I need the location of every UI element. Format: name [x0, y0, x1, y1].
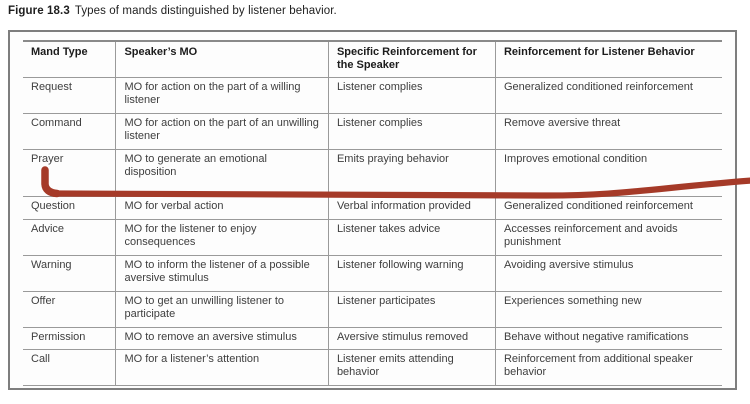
cell-listener-reinforcement: Behave without negative ramifications: [495, 328, 722, 350]
cell-listener-reinforcement: Experiences something new: [495, 292, 722, 328]
table-row: [23, 256, 722, 292]
col-header-mand-type: Mand Type: [23, 41, 116, 78]
cell-listener-reinforcement: Improves emotional condition: [495, 150, 722, 197]
table-row: [23, 114, 722, 150]
cell-listener-reinforcement: Generalized conditioned reinforcement: [495, 197, 722, 220]
cell-speakers-mo: MO for verbal action: [116, 197, 328, 220]
cell-specific-reinforcement: Aversive stimulus removed: [328, 328, 495, 350]
cell-mand-type: Command: [23, 114, 116, 150]
table-row: [23, 197, 722, 220]
cell-mand-type: Request: [23, 78, 116, 114]
col-header-listener-reinforcement: Reinforcement for Listener Behavior: [495, 41, 722, 78]
cell-listener-reinforcement: Avoiding aversive stimulus: [495, 256, 722, 292]
table-row: [23, 292, 722, 328]
cell-specific-reinforcement: Emits praying behavior: [328, 150, 495, 197]
table-frame: [8, 30, 737, 390]
cell-speakers-mo: MO for the listener to enjoy consequences: [116, 220, 328, 256]
cell-listener-reinforcement: Generalized conditioned reinforcement: [495, 78, 722, 114]
cell-specific-reinforcement: Listener participates: [328, 292, 495, 328]
cell-specific-reinforcement: Listener emits attending behavior: [328, 350, 495, 386]
cell-mand-type: Warning: [23, 256, 116, 292]
table-row: [23, 220, 722, 256]
cell-speakers-mo: MO to generate an emotional disposition: [116, 150, 328, 197]
cell-specific-reinforcement: Listener following warning: [328, 256, 495, 292]
cell-mand-type: Offer: [23, 292, 116, 328]
table-header-row: [23, 41, 722, 78]
cell-speakers-mo: MO to get an unwilling listener to participate: [116, 292, 328, 328]
cell-mand-type: Call: [23, 350, 116, 386]
cell-speakers-mo: MO for a listener’s attention: [116, 350, 328, 386]
cell-listener-reinforcement: Remove aversive threat: [495, 114, 722, 150]
cell-specific-reinforcement: Listener complies: [328, 114, 495, 150]
cell-specific-reinforcement: Listener complies: [328, 78, 495, 114]
figure-caption: [8, 5, 337, 17]
cell-speakers-mo: MO for action on the part of a willing listener: [116, 78, 328, 114]
cell-listener-reinforcement: Accesses reinforcement and avoids punishment: [495, 220, 722, 256]
col-header-speakers-mo: Speaker’s MO: [116, 41, 328, 78]
table-row: [23, 150, 722, 197]
cell-listener-reinforcement: Reinforcement from additional speaker behavior: [495, 350, 722, 386]
cell-mand-type: Advice: [23, 220, 116, 256]
table-row: [23, 328, 722, 350]
cell-speakers-mo: MO to inform the listener of a possible aversive stimulus: [116, 256, 328, 292]
cell-mand-type: Permission: [23, 328, 116, 350]
col-header-specific-reinforcement: Specific Reinforcement for the Speaker: [328, 41, 495, 78]
table-row: [23, 78, 722, 114]
figure-label: Figure 18.3: [8, 5, 70, 17]
cell-specific-reinforcement: Listener takes advice: [328, 220, 495, 256]
cell-mand-type: Question: [23, 197, 116, 220]
table-row: [23, 350, 722, 386]
cell-speakers-mo: MO for action on the part of an unwilling listener: [116, 114, 328, 150]
mand-types-table: [23, 40, 722, 386]
cell-mand-type: Prayer: [23, 150, 116, 197]
cell-specific-reinforcement: Verbal information provided: [328, 197, 495, 220]
cell-speakers-mo: MO to remove an aversive stimulus: [116, 328, 328, 350]
figure-caption-text: Types of mands distinguished by listener behavior.: [74, 5, 337, 17]
